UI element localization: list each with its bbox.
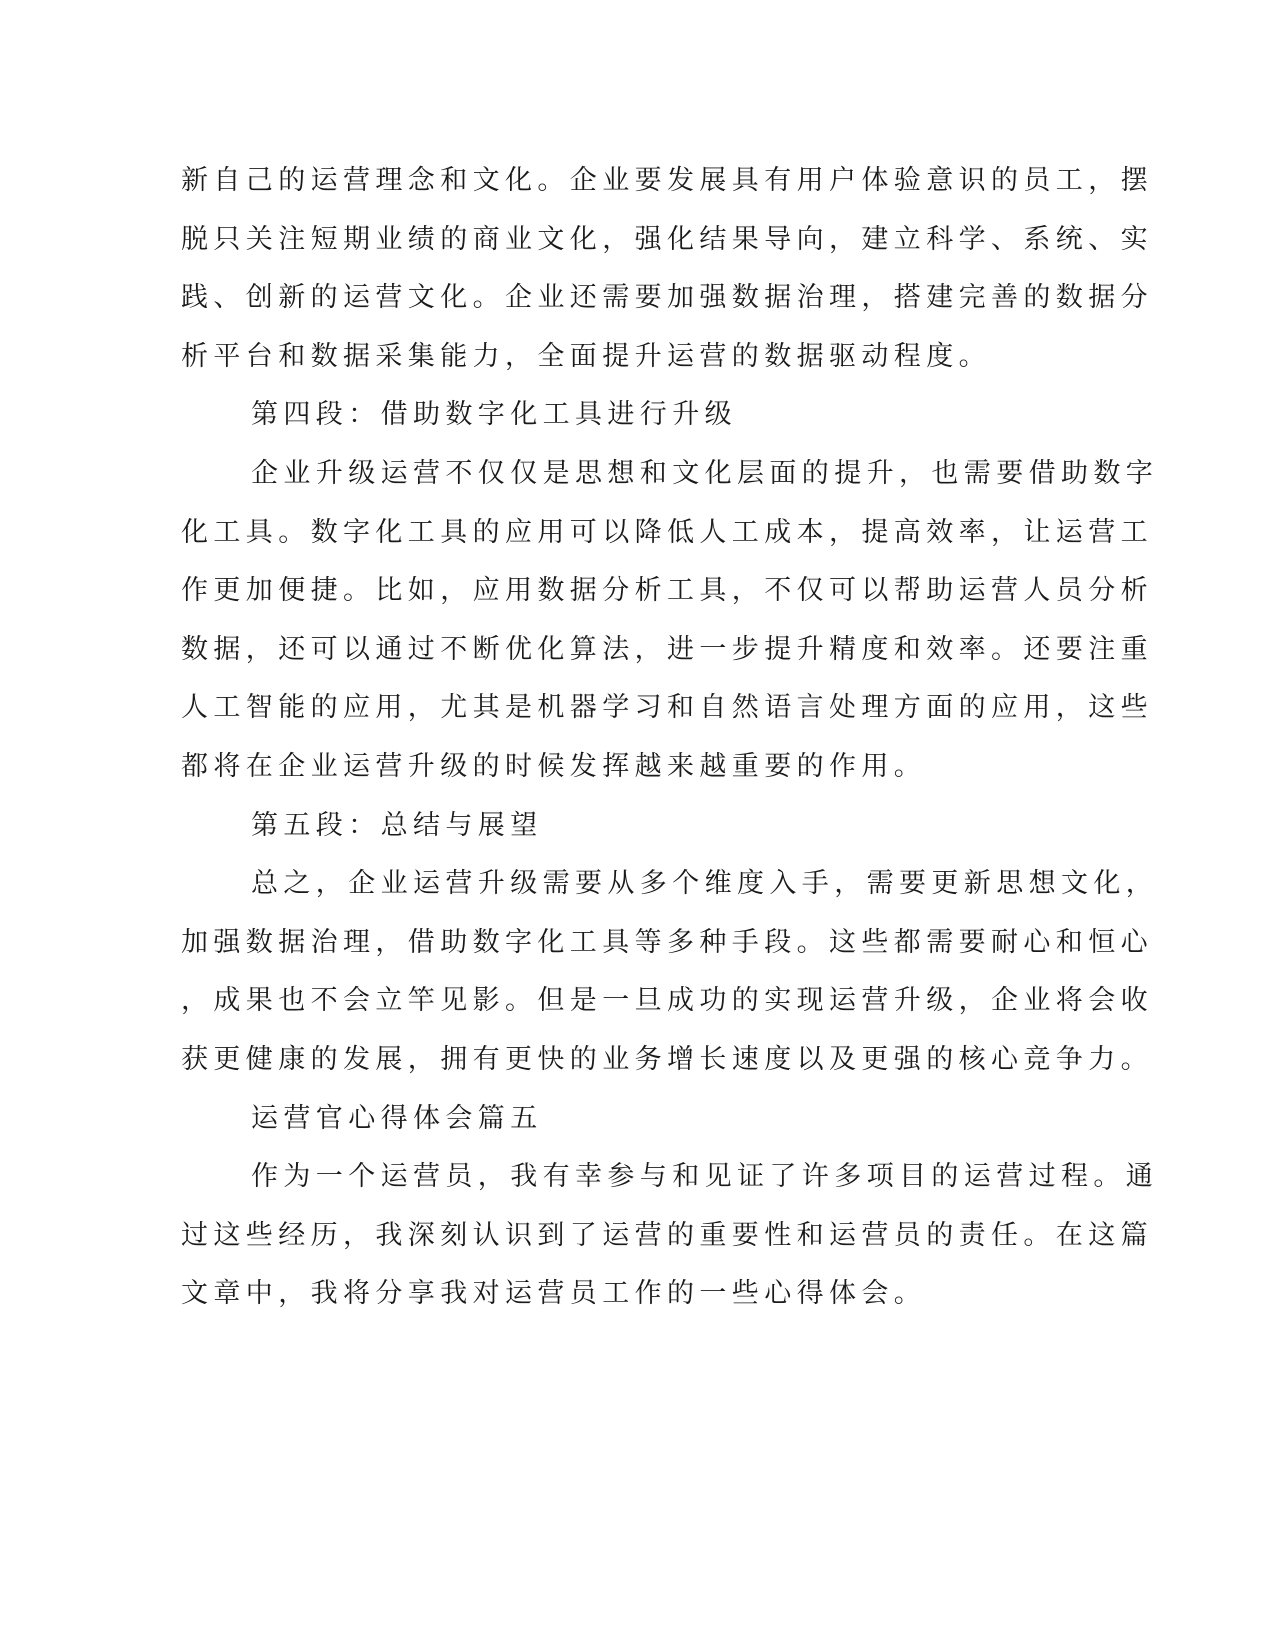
text-line-4: 析平台和数据采集能力，全面提升运营的数据驱动程度。 [181,341,991,372]
text-line-18: 作为一个运营员，我有幸参与和见证了许多项目的运营过程。通 [251,1161,1159,1192]
text-line-19: 过这些经历，我深刻认识到了运营的重要性和运营员的责任。在这篇 [181,1220,1153,1251]
text-line-20: 文章中，我将分享我对运营员工作的一些心得体会。 [181,1278,927,1309]
text-line-16: 获更健康的发展，拥有更快的业务增长速度以及更强的核心竞争力。 [181,1044,1153,1075]
text-line-2: 脱只关注短期业绩的商业文化，强化结果导向，建立科学、系统、实 [181,224,1153,255]
section-heading-5: 第五段：总结与展望 [251,810,543,841]
text-line-15: ，成果也不会立竿见影。但是一旦成功的实现运营升级，企业将会收 [181,985,1153,1016]
text-line-14: 加强数据治理，借助数字化工具等多种手段。这些都需要耐心和恒心 [181,927,1153,958]
text-line-6: 企业升级运营不仅仅是思想和文化层面的提升，也需要借助数字 [251,458,1159,489]
text-line-9: 数据，还可以通过不断优化算法，进一步提升精度和效率。还要注重 [181,634,1153,665]
text-line-10: 人工智能的应用，尤其是机器学习和自然语言处理方面的应用，这些 [181,692,1153,723]
text-line-11: 都将在企业运营升级的时候发挥越来越重要的作用。 [181,751,927,782]
article-title: 运营官心得体会篇五 [251,1103,543,1134]
text-line-3: 践、创新的运营文化。企业还需要加强数据治理，搭建完善的数据分 [181,282,1153,313]
text-line-13: 总之，企业运营升级需要从多个维度入手，需要更新思想文化， [251,868,1159,899]
section-heading-4: 第四段：借助数字化工具进行升级 [251,399,737,430]
text-line-7: 化工具。数字化工具的应用可以降低人工成本，提高效率，让运营工 [181,517,1153,548]
text-line-1: 新自己的运营理念和文化。企业要发展具有用户体验意识的员工，摆 [181,165,1153,196]
text-line-8: 作更加便捷。比如，应用数据分析工具，不仅可以帮助运营人员分析 [181,575,1153,606]
